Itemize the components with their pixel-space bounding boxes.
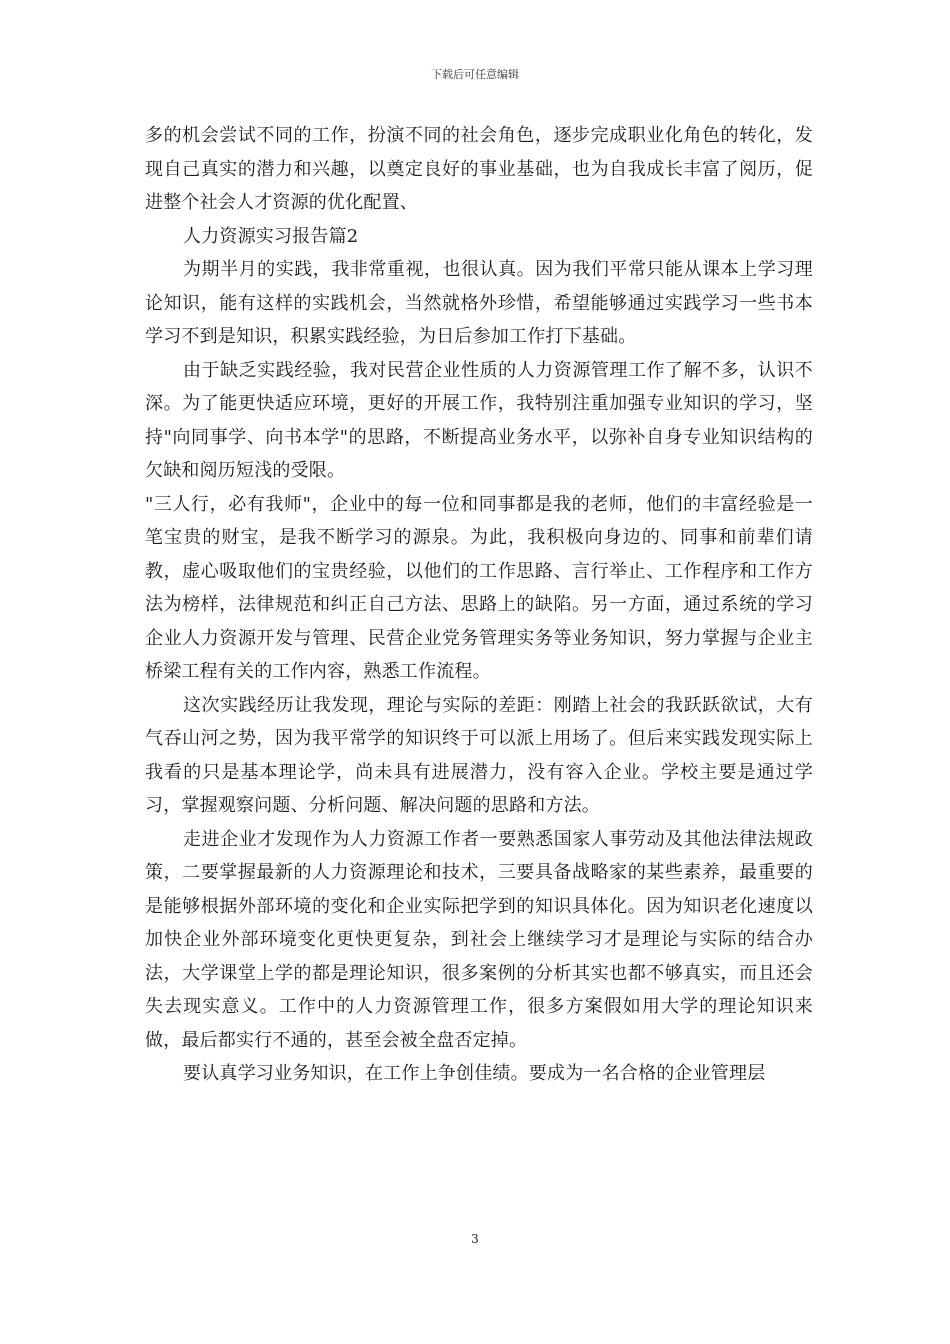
paragraph: "三人行，必有我师"，企业中的每一位和同事都是我的老师，他们的丰富经验是一笔宝贵的财宝，是我不断学习的源泉。为此，我积极向身边的、同事和前辈们请教，虚心吸取他们的宝贵经验，以他们的工作思路、言行举止、工作程序和工作方法为榜样，法律规范和纠正自己方法、思路上的缺陷。另一方面，通过系统的学习企业人力资源开发与管理、民营企业党务管理实务等业务知识，努力掌握与企业主桥梁工程有关的工作内容，熟悉工作流程。	[145, 493, 813, 682]
paragraph: 多的机会尝试不同的工作，扮演不同的社会角色，逐步完成职业化角色的转化，发现自己真实的潜力和兴趣，以奠定良好的事业基础，也为自我成长丰富了阅历，促进整个社会人才资源的优化配置、	[145, 125, 813, 213]
section-title: 人力资源实习报告篇2	[183, 225, 359, 247]
page-header: 下载后可任意编辑	[431, 68, 519, 81]
paragraph: 走进企业才发现作为人力资源工作者一要熟悉国家人事劳动及其他法律法规政策，二要掌握最新的人力资源理论和技术，三要具备战略家的某些素养，最重要的是能够根据外部环境的变化和企业实际把学到的知识具体化。因为知识老化速度以加快企业外部环境变化更快更复杂，到社会上继续学习才是理论与实际的结合办法，大学课堂上学的都是理论知识，很多案例的分析其实也都不够真实，而且还会失去现实意义。工作中的人力资源管理工作，很多方案假如用大学的理论知识来做，最后都实行不通的，甚至会被全盘否定掉。	[145, 828, 813, 1051]
page-number: 3	[471, 1232, 479, 1246]
paragraph: 为期半月的实践，我非常重视，也很认真。因为我们平常只能从课本上学习理论知识，能有这样的实践机会，当然就格外珍惜，希望能够通过实践学习一些书本学习不到是知识，积累实践经验，为日后参加工作打下基础。	[145, 259, 813, 347]
paragraph: 要认真学习业务知识，在工作上争创佳绩。要成为一名合格的企业管理层	[183, 1063, 766, 1084]
paragraph: 由于缺乏实践经验，我对民营企业性质的人力资源管理工作了解不多，认识不深。为了能更快适应环境，更好的开展工作，我特别注重加强专业知识的学习，坚持"向同事学、向书本学"的思路，不断提高业务水平，以弥补自身专业知识结构的欠缺和阅历短浅的受限。	[145, 359, 813, 481]
document-body	[145, 119, 813, 1091]
paragraph: 这次实践经历让我发现，理论与实际的差距：刚踏上社会的我跃跃欲试，大有气吞山河之势，因为我平常学的知识终于可以派上用场了。但后来实践发现实际上我看的只是基本理论学，尚未具有进展潜力，没有容入企业。学校主要是通过学习，掌握观察问题、分析问题、解决问题的思路和方法。	[145, 694, 813, 816]
